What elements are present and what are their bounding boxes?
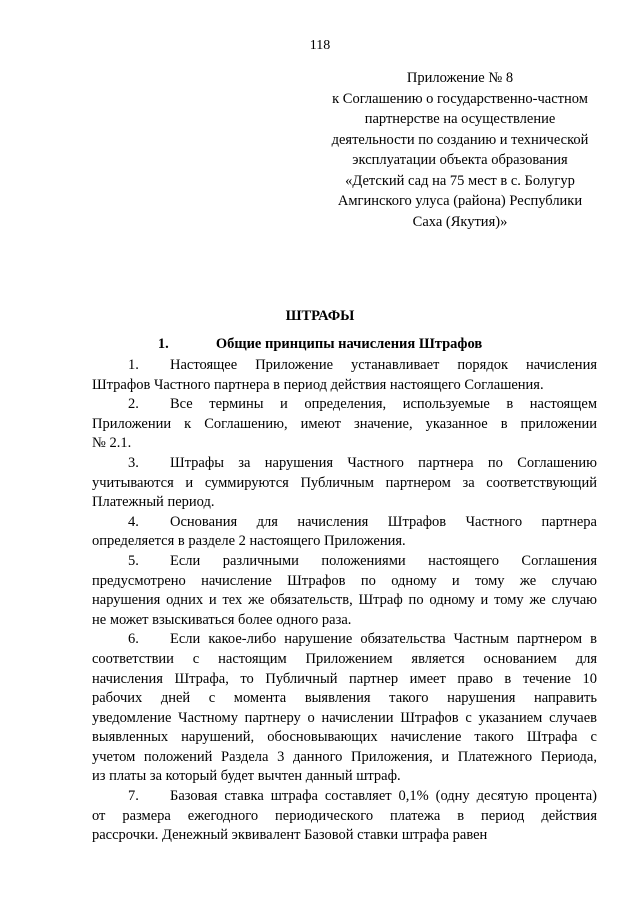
paragraph-text: учетом положений Раздела 3 данного Приложения, и Платежного Периода, xyxy=(92,748,597,765)
paragraph-line xyxy=(92,826,597,846)
appendix-header-line: деятельности по созданию и технической xyxy=(331,131,589,148)
paragraph-text: Штрафы за нарушения Частного партнера по Соглашению xyxy=(170,454,597,471)
paragraph-line xyxy=(92,689,597,709)
paragraph-text: уведомление Частному партнеру о начислении Штрафов с указанием случаев xyxy=(92,709,597,726)
appendix-header-line: Приложение № 8 xyxy=(406,70,514,86)
paragraph-text: Настоящее Приложение устанавливает порядок начисления xyxy=(170,357,597,373)
paragraph-text: Платежный период. xyxy=(92,494,215,511)
paragraph-line xyxy=(92,434,597,454)
paragraph-line xyxy=(92,748,597,768)
paragraph-number: 3. xyxy=(128,454,139,471)
paragraph-line xyxy=(92,513,597,533)
paragraph-line xyxy=(92,356,597,376)
paragraph-line xyxy=(92,807,597,827)
paragraph-text: Если какое-либо нарушение обязательства Частным партнером в xyxy=(170,631,597,648)
section-number: 1. xyxy=(157,336,169,352)
section-heading xyxy=(0,334,640,354)
paragraph-line xyxy=(92,650,597,670)
paragraph-number: 6. xyxy=(128,631,139,648)
document-body xyxy=(92,356,597,846)
paragraph xyxy=(92,787,597,846)
paragraph xyxy=(92,356,597,395)
paragraph-line xyxy=(92,454,597,474)
appendix-header-line: Амгинского улуса (района) Республики xyxy=(337,193,583,209)
paragraph-text: выявленных нарушений, обосновывающих начисление такого Штрафа с xyxy=(92,729,597,746)
paragraph-line xyxy=(92,395,597,415)
appendix-header-line: эксплуатации объекта образования xyxy=(352,152,568,168)
paragraph-line xyxy=(92,552,597,572)
paragraph-number: 1. xyxy=(128,357,139,373)
paragraph-text: не может взыскиваться более одного раза. xyxy=(92,611,352,628)
paragraph-text: Если различными положениями настоящего Соглашения xyxy=(170,552,597,569)
paragraph xyxy=(92,395,597,454)
paragraph-line xyxy=(92,591,597,611)
paragraph-text: Штрафов Частного партнера в период действия настоящего Соглашения. xyxy=(92,376,544,393)
appendix-header-line: «Детский сад на 75 мест в с. Болугур xyxy=(345,172,575,189)
paragraph-line xyxy=(92,709,597,729)
paragraph-line xyxy=(92,611,597,631)
paragraph xyxy=(92,454,597,513)
paragraph-text: Базовая ставка штрафа составляет 0,1% (одну десятую процента) xyxy=(170,788,597,805)
paragraph-text: предусмотрено начисление Штрафов по одному и тому же случаю xyxy=(92,572,597,589)
paragraph-text: определяется в разделе 2 настоящего Приложения. xyxy=(92,533,406,550)
paragraph-line xyxy=(92,376,597,396)
appendix-header-line: к Соглашению о государственно-частном xyxy=(332,90,588,107)
paragraph-line xyxy=(92,787,597,807)
paragraph-text: от размера ежегодного периодического платежа в период действия xyxy=(92,807,597,824)
paragraph-line xyxy=(92,474,597,494)
paragraph-number: 4. xyxy=(128,513,139,530)
appendix-header-line: партнерстве на осуществление xyxy=(364,111,556,127)
paragraph xyxy=(92,552,597,630)
paragraph-line xyxy=(92,630,597,650)
paragraph-text: учитываются и суммируются Публичным партнером за соответствующий xyxy=(92,474,597,491)
paragraph-text: Все термины и определения, используемые в настоящем xyxy=(170,396,597,413)
paragraph-text: из платы за который будет вычтен данный штраф. xyxy=(92,768,401,785)
paragraph-line xyxy=(92,572,597,592)
paragraph-line xyxy=(92,493,597,513)
appendix-header-line: Саха (Якутия)» xyxy=(412,213,508,230)
paragraph-text: Приложении к Соглашению, имеют значение, указанное в приложении xyxy=(92,415,597,432)
paragraph-text: рабочих дней с момента выявления такого нарушения направить xyxy=(92,690,597,707)
paragraph-text: нарушения одних и тех же обязательств, Штраф по одному и тому же случаю xyxy=(92,592,597,609)
paragraph-line xyxy=(92,767,597,787)
page-number: 118 xyxy=(309,38,331,53)
paragraph xyxy=(92,513,597,552)
paragraph xyxy=(92,630,597,787)
paragraph-line xyxy=(92,415,597,435)
paragraph-text: соответствии с настоящим Приложением является основанием для xyxy=(92,650,597,667)
paragraph-text: начисления Штрафа, то Публичный партнер имеет право в течение 10 xyxy=(92,670,597,687)
paragraph-text: № 2.1. xyxy=(92,435,132,452)
appendix-header xyxy=(300,68,620,232)
paragraph-line xyxy=(92,728,597,748)
paragraph-number: 7. xyxy=(128,788,139,805)
paragraph-line xyxy=(92,670,597,690)
paragraph-text: Основания для начисления Штрафов Частного партнера xyxy=(170,513,597,530)
paragraph-text: рассрочки. Денежный эквивалент Базовой ставки штрафа равен xyxy=(92,827,488,844)
paragraph-number: 2. xyxy=(128,396,139,413)
paragraph-number: 5. xyxy=(128,552,139,569)
section-title: Общие принципы начисления Штрафов xyxy=(215,336,483,352)
document-title: ШТРАФЫ xyxy=(285,308,355,324)
paragraph-line xyxy=(92,532,597,552)
